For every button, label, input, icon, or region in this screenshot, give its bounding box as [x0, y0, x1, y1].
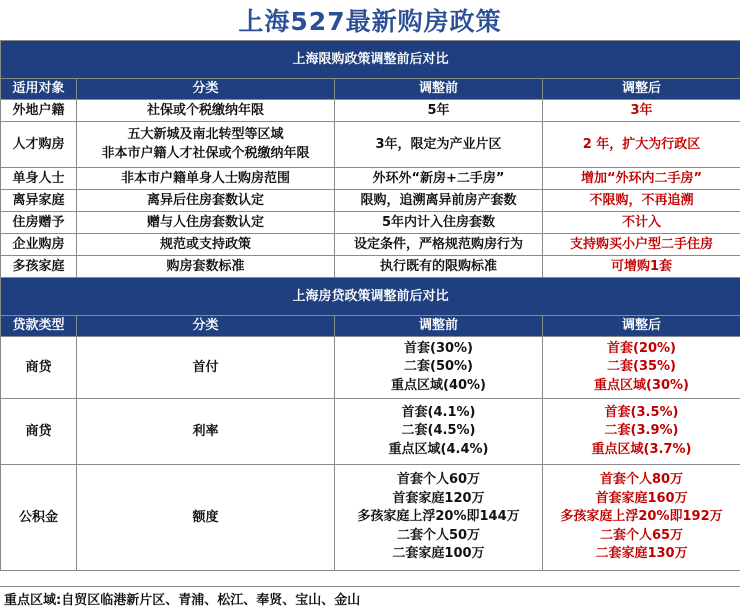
before-line: 二套家庭100万 [392, 546, 485, 562]
loan-type: 商贷 [1, 399, 77, 465]
loan-type: 商贷 [1, 337, 77, 399]
after-line: 二套个人65万 [599, 527, 684, 543]
after-line: 二套(3.9%) [604, 423, 679, 439]
loan-header-category: 分类 [77, 316, 335, 337]
before-line: 重点区域(4.4%) [388, 441, 489, 457]
loan-before [335, 465, 543, 571]
after-line: 首套(20%) [607, 340, 676, 356]
after-line: 二套(35%) [607, 359, 676, 375]
after-line: 首套家庭160万 [595, 490, 688, 506]
table-row [1, 399, 740, 465]
purchase-header-subject: 适用对象 [1, 79, 77, 100]
before-line: 二套个人50万 [396, 527, 481, 543]
row-before: 5年内计入住房套数 [335, 212, 543, 234]
loan-header-before: 调整前 [335, 316, 543, 337]
before-line: 多孩家庭上浮20%即144万 [357, 509, 520, 525]
table-row [1, 100, 740, 122]
after-line: 二套家庭130万 [595, 546, 688, 562]
before-line: 重点区域(40%) [391, 377, 486, 393]
after-line: 重点区域(3.7%) [591, 441, 692, 457]
row-subject: 人才购房 [1, 122, 77, 168]
row-category: 离异后住房套数认定 [77, 190, 335, 212]
loan-category: 利率 [77, 399, 335, 465]
loan-before [335, 399, 543, 465]
loan-category: 额度 [77, 465, 335, 571]
policy-table [0, 40, 740, 571]
before-line: 首套(4.1%) [401, 404, 476, 420]
row-subject: 离异家庭 [1, 190, 77, 212]
row-subject: 企业购房 [1, 234, 77, 256]
row-after: 不限购，不再追溯 [543, 190, 740, 212]
purchase-section-title: 上海限购政策调整前后对比 [1, 41, 740, 79]
row-category: 购房套数标准 [77, 256, 335, 278]
table-row [1, 465, 740, 571]
loan-type: 公积金 [1, 465, 77, 571]
row-after: 不计入 [543, 212, 740, 234]
before-line: 二套(50%) [404, 359, 473, 375]
loan-after [543, 465, 740, 571]
row-after: 增加“外环内二手房” [543, 168, 740, 190]
row-category: 赠与人住房套数认定 [77, 212, 335, 234]
loan-before [335, 337, 543, 399]
table-row [1, 190, 740, 212]
page-title: 上海527最新购房政策 [238, 7, 502, 36]
row-subject: 多孩家庭 [1, 256, 77, 278]
row-before: 设定条件，严格规范购房行为 [335, 234, 543, 256]
table-row [1, 122, 740, 168]
purchase-header-after: 调整后 [543, 79, 740, 100]
row-category: 非本市户籍单身人士购房范围 [77, 168, 335, 190]
before-line: 首套(30%) [404, 340, 473, 356]
before-line: 二套(4.5%) [401, 423, 476, 439]
row-before: 5年 [335, 100, 543, 122]
table-row [1, 337, 740, 399]
after-line: 首套(3.5%) [604, 404, 679, 420]
row-after: 3年 [543, 100, 740, 122]
row-before: 3年，限定为产业片区 [335, 122, 543, 168]
row-before: 执行既有的限购标准 [335, 256, 543, 278]
loan-category: 首付 [77, 337, 335, 399]
footnote: 重点区域:自贸区临港新片区、青浦、松江、奉贤、宝山、金山 [0, 586, 740, 609]
purchase-header-category: 分类 [77, 79, 335, 100]
before-line: 首套个人60万 [396, 472, 481, 488]
row-before: 外环外“新房+二手房” [335, 168, 543, 190]
row-subject: 外地户籍 [1, 100, 77, 122]
category-line: 五大新城及南北转型等区域 [127, 127, 284, 142]
row-after: 可增购1套 [543, 256, 740, 278]
loan-after [543, 337, 740, 399]
before-line: 首套家庭120万 [392, 490, 485, 506]
loan-after [543, 399, 740, 465]
loan-header-type: 贷款类型 [1, 316, 77, 337]
after-line: 多孩家庭上浮20%即192万 [560, 509, 723, 525]
table-row [1, 234, 740, 256]
row-category: 规范或支持政策 [77, 234, 335, 256]
after-line: 首套个人80万 [599, 472, 684, 488]
after-line: 重点区域(30%) [594, 377, 689, 393]
loan-header-after: 调整后 [543, 316, 740, 337]
purchase-header-before: 调整前 [335, 79, 543, 100]
table-row [1, 256, 740, 278]
loan-section-title: 上海房贷政策调整前后对比 [1, 278, 740, 316]
row-category: 社保或个税缴纳年限 [77, 100, 335, 122]
category-line: 非本市户籍人才社保或个税缴纳年限 [101, 145, 310, 161]
row-before: 限购，追溯离异前房产套数 [335, 190, 543, 212]
table-row [1, 168, 740, 190]
row-after: 支持购买小户型二手住房 [543, 234, 740, 256]
row-after: 2 年，扩大为行政区 [543, 122, 740, 168]
row-subject: 住房赠予 [1, 212, 77, 234]
table-row [1, 212, 740, 234]
row-category [77, 122, 335, 168]
row-subject: 单身人士 [1, 168, 77, 190]
